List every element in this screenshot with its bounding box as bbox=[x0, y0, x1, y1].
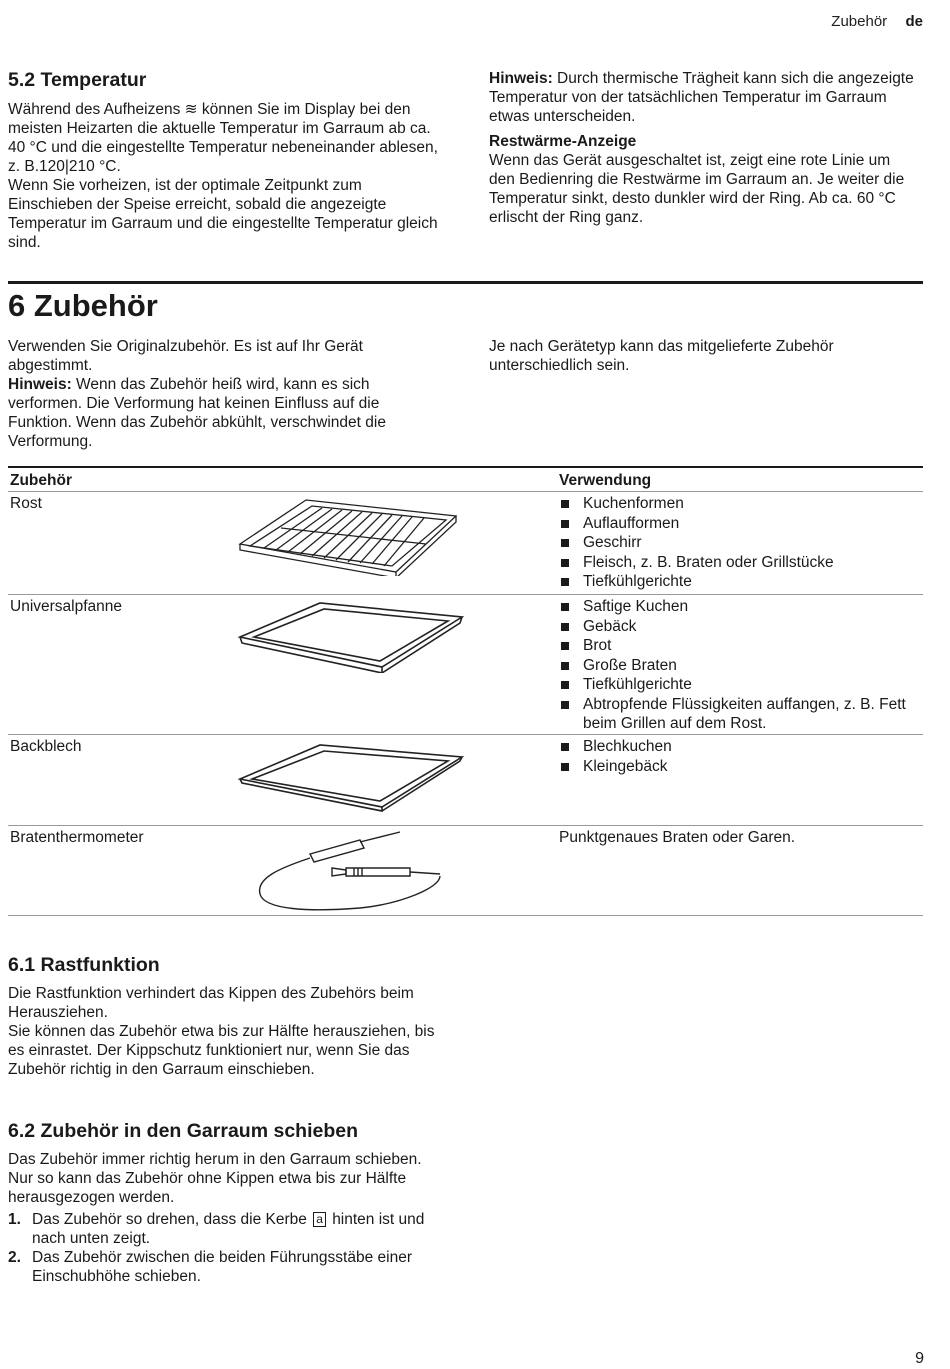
residual-heat-text: Wenn das Gerät ausgeschaltet ist, zeigt eine rote Linie um den Bedienring die Restwärme im Garraum an. Je weiter die Temperatur sinkt, desto dunkler wird der Ring. Ab ca. 60 °C erlischt der Ring ganz. bbox=[489, 152, 905, 226]
section-6-2-para1: Das Zubehör immer richtig herum in den Garraum schieben. Nur so kann das Zubehör ohne Kippen etwa bis zur Hälfte herausgezogen werden. bbox=[8, 1151, 422, 1206]
step-number: 2. bbox=[8, 1249, 21, 1266]
table-row bbox=[8, 595, 923, 735]
note-text: Durch thermische Trägheit kann sich die angezeigte Temperatur von der tatsächlichen Temperatur im Garraum etwas unterscheiden. bbox=[489, 70, 914, 125]
step-number: 1. bbox=[8, 1211, 21, 1228]
accessory-name: Bratenthermometer bbox=[10, 829, 144, 846]
table-header-row bbox=[8, 467, 923, 492]
step-text: Das Zubehör so drehen, dass die Kerbe bbox=[32, 1211, 307, 1228]
usage-text: Punktgenaues Braten oder Garen. bbox=[559, 829, 796, 846]
section-5-2-left bbox=[8, 69, 440, 252]
universal-pan-illustration bbox=[236, 601, 466, 673]
usage-list bbox=[559, 737, 921, 776]
list-item: Brot bbox=[559, 636, 921, 656]
usage-cell bbox=[557, 735, 923, 826]
list-item: Gebäck bbox=[559, 617, 921, 637]
list-item: Geschirr bbox=[559, 533, 921, 553]
usage-cell bbox=[557, 826, 923, 916]
header-language: de bbox=[905, 13, 923, 30]
list-item: Tiefkühlgerichte bbox=[559, 675, 921, 695]
accessory-table bbox=[8, 466, 923, 916]
section-6-right bbox=[489, 337, 919, 375]
section-6-1-para1: Die Rastfunktion verhindert das Kippen des Zubehörs beim Herausziehen. bbox=[8, 985, 414, 1021]
meat-thermometer-illustration bbox=[250, 828, 450, 914]
section-5-2-para1: Während des Aufheizens ≋ können Sie im Display bei den meisten Heizarten die aktuelle Temperatur im Garraum ab ca. 40 °C und die eingestellte Temperatur nebeneinander ablesen, z. B.120|210 °C. bbox=[8, 101, 438, 175]
section-6-1 bbox=[8, 954, 440, 1079]
usage-cell bbox=[557, 492, 923, 595]
baking-tray-illustration bbox=[236, 741, 466, 813]
running-header bbox=[831, 12, 923, 31]
section-6-2-heading: 6.2 Zubehör in den Garraum schieben bbox=[8, 1120, 359, 1142]
step-text: hinten ist und nach unten zeigt. bbox=[32, 1211, 425, 1247]
accessory-name: Universalpfanne bbox=[10, 598, 123, 615]
section-5-2-right bbox=[489, 69, 919, 227]
col-header-usage: Verwendung bbox=[557, 467, 923, 492]
accessory-cell bbox=[8, 735, 557, 826]
section-5-2-heading: 5.2 Temperatur bbox=[8, 69, 147, 91]
section-6-para1: Verwenden Sie Originalzubehör. Es ist auf Ihr Gerät abgestimmt. bbox=[8, 338, 363, 374]
step-item bbox=[8, 1248, 440, 1286]
accessory-name: Backblech bbox=[10, 738, 82, 755]
accessory-cell bbox=[8, 595, 557, 735]
list-item: Abtropfende Flüssigkeiten auffangen, z. B. Fett beim Grillen auf dem Rost. bbox=[559, 695, 921, 734]
table-row bbox=[8, 735, 923, 826]
list-item: Saftige Kuchen bbox=[559, 597, 921, 617]
list-item: Kuchenformen bbox=[559, 494, 921, 514]
page-number: 9 bbox=[915, 1350, 924, 1367]
section-6-right-text: Je nach Gerätetyp kann das mitgelieferte Zubehör unterschiedlich sein. bbox=[489, 338, 834, 374]
usage-list bbox=[559, 597, 921, 734]
wire-rack-illustration bbox=[236, 496, 460, 576]
usage-list bbox=[559, 494, 921, 592]
accessory-name: Rost bbox=[10, 495, 42, 512]
section-6-1-para2: Sie können das Zubehör etwa bis zur Hälfte herausziehen, bis es einrastet. Der Kippschutz funktioniert nur, wenn Sie das Zubehör richtig in den Garraum einschieben. bbox=[8, 1023, 435, 1078]
step-text: Das Zubehör zwischen die beiden Führungsstäbe einer Einschubhöhe schieben. bbox=[32, 1249, 412, 1285]
list-item: Kleingebäck bbox=[559, 757, 921, 777]
instruction-steps bbox=[8, 1210, 440, 1286]
usage-cell bbox=[557, 595, 923, 735]
notch-marker: a bbox=[313, 1212, 326, 1227]
step-item bbox=[8, 1210, 440, 1248]
header-section-title: Zubehör bbox=[831, 13, 888, 30]
note-thermal bbox=[489, 69, 919, 126]
section-6-2 bbox=[8, 1120, 440, 1286]
section-6-1-heading: 6.1 Rastfunktion bbox=[8, 954, 160, 976]
note-deformation bbox=[8, 375, 440, 451]
table-row bbox=[8, 492, 923, 595]
section-6-left bbox=[8, 337, 440, 451]
chapter-rule bbox=[8, 281, 923, 284]
note-label: Hinweis: bbox=[489, 70, 553, 87]
note-label: Hinweis: bbox=[8, 376, 72, 393]
list-item: Tiefkühlgerichte bbox=[559, 572, 921, 592]
residual-heat-heading: Restwärme-Anzeige bbox=[489, 133, 637, 150]
list-item: Fleisch, z. B. Braten oder Grillstücke bbox=[559, 553, 921, 573]
list-item: Auflaufformen bbox=[559, 514, 921, 534]
table-row bbox=[8, 826, 923, 916]
col-header-accessory: Zubehör bbox=[8, 467, 557, 492]
section-5-2-para2: Wenn Sie vorheizen, ist der optimale Zeitpunkt zum Einschieben der Speise erreicht, sobald die angezeigte Temperatur im Garraum und die eingestellte Temperatur gleich sind. bbox=[8, 177, 438, 251]
list-item: Große Braten bbox=[559, 656, 921, 676]
list-item: Blechkuchen bbox=[559, 737, 921, 757]
note-text: Wenn das Zubehör heiß wird, kann es sich verformen. Die Verformung hat keinen Einfluss auf die Funktion. Wenn das Zubehör abkühlt, verschwindet die Verformung. bbox=[8, 376, 386, 450]
chapter-6-heading: 6 Zubehör bbox=[8, 288, 158, 323]
accessory-cell bbox=[8, 492, 557, 595]
accessory-cell bbox=[8, 826, 557, 916]
